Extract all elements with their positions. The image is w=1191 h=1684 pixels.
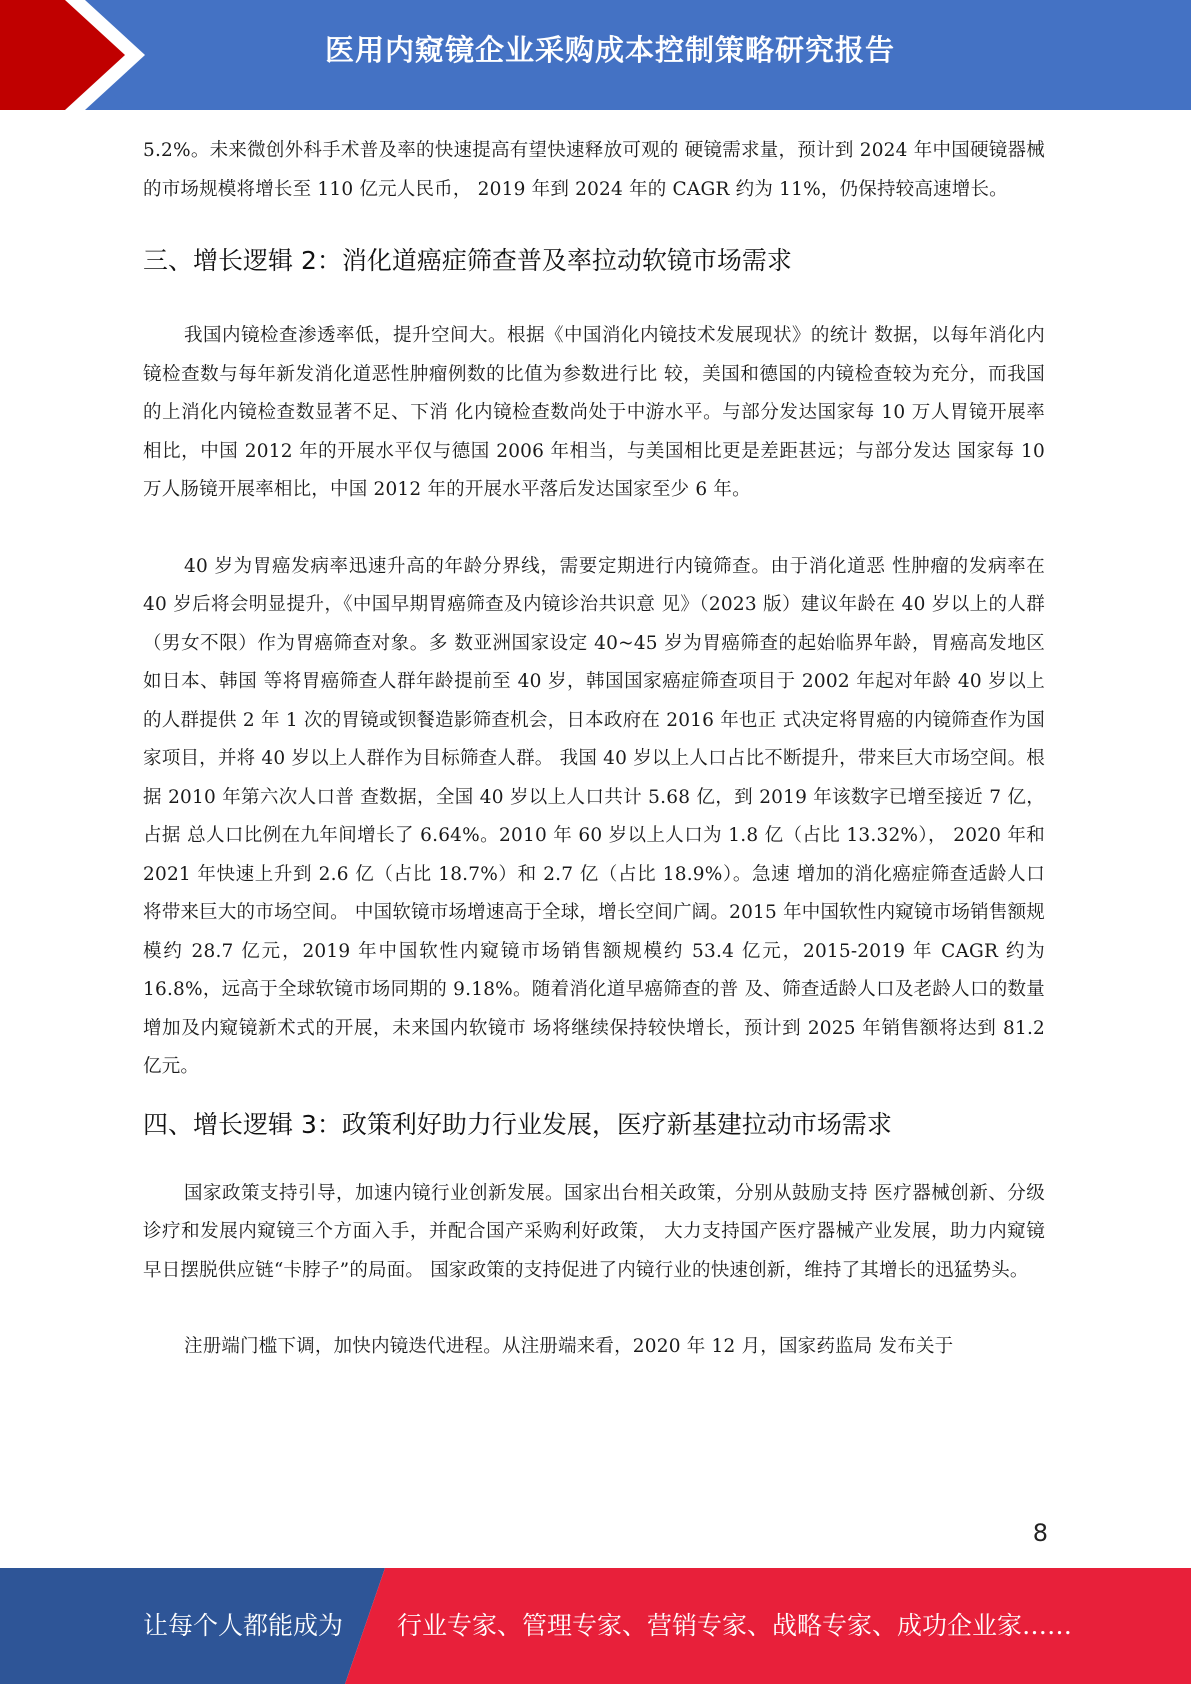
body-paragraph-continued: 5.2%。未来微创外科手术普及率的快速提高有望快速释放可观的 硬镜需求量，预计到 2024 年中国硬镜器械的市场规模将增长至 110 亿元人民币， 2019 年到 2024 年的 CAGR 约为 11%，仍保持较高速增长。	[143, 140, 1045, 200]
body-paragraph: 国家政策支持引导，加速内镜行业创新发展。国家出台相关政策，分别从鼓励支持 医疗器械创新、分级诊疗和发展内窥镜三个方面入手，并配合国产采购利好政策， 大力支持国产医疗器械产业发展，助力内窥镜早日摆脱供应链“卡脖子”的局面。 国家政策的支持促进了内镜行业的快速创新，维持了其增长的迅猛势头。	[143, 1182, 1045, 1281]
report-title: 医用内窥镜企业采购成本控制策略研究报告	[324, 33, 895, 67]
page-header	[0, 0, 1191, 110]
footer-slogan-left: 让每个人都能成为	[143, 1611, 344, 1640]
page-footer	[0, 1568, 1191, 1684]
section-heading-3: 三、增长逻辑 2：消化道癌症筛查普及率拉动软镜市场需求	[143, 246, 792, 275]
footer-slogan-right: 行业专家、管理专家、营销专家、战略专家、成功企业家……	[397, 1611, 1073, 1640]
body-paragraph: 注册端门槛下调，加快内镜迭代进程。从注册端来看，2020 年 12 月，国家药监局 发布关于	[184, 1336, 954, 1357]
document-body	[143, 132, 1045, 1367]
body-paragraph: 我国内镜检查渗透率低，提升空间大。根据《中国消化内镜技术发展现状》的统计 数据，以每年消化内镜检查数与每年新发消化道恶性肿瘤例数的比值为参数进行比 较，美国和德国的内镜检查较为充分，而我国的上消化内镜检查数显著不足、下消 化内镜检查数尚处于中游水平。与部分发达国家每 10 万人胃镜开展率相比，中国 2012 年的开展水平仅与德国 2006 年相当，与美国相比更是差距甚远；与部分发达 国家每 10 万人肠镜开展率相比，中国 2012 年的开展水平落后发达国家至少 6 年。	[143, 325, 1045, 500]
body-paragraph: 40 岁为胃癌发病率迅速升高的年龄分界线，需要定期进行内镜筛查。由于消化道恶 性肿瘤的发病率在 40 岁后将会明显提升，《中国早期胃癌筛查及内镜诊治共识意 见》（2023 版）建议年龄在 40 岁以上的人群（男女不限）作为胃癌筛查对象。多 数亚洲国家设定 40~45 岁为胃癌筛查的起始临界年龄，胃癌高发地区如日本、韩国 等将胃癌筛查人群年龄提前至 40 岁，韩国国家癌症筛查项目于 2002 年起对年龄 40 岁以上的人群提供 2 年 1 次的胃镜或钡餐造影筛查机会，日本政府在 2016 年也正 式决定将胃癌的内镜筛查作为国家项目，并将 40 岁以上人群作为目标筛查人群。 我国 40 岁以上人口占比不断提升，带来巨大市场空间。根据 2010 年第六次人口普 查数据，全国 40 岁以上人口共计 5.68 亿，到 2019 年该数字已增至接近 7 亿，占据 总人口比例在九年间增长了 6.64%。2010 年 60 岁以上人口为 1.8 亿（占比 13.32%）， 2020 年和 2021 年快速上升到 2.6 亿（占比 18.7%）和 2.7 亿（占比 18.9%）。急速 增加的消化癌症筛查适龄人口将带来巨大的市场空间。 中国软镜市场增速高于全球，增长空间广阔。2015 年中国软性内窥镜市场销售额规 模约 28.7 亿元，2019 年中国软性内窥镜市场销售额规模约 53.4 亿元，2015-2019 年 CAGR 约为 16.8%，远高于全球软镜市场同期的 9.18%。随着消化道早癌筛查的普 及、筛查适龄人口及老龄人口的数量增加及内窥镜新术式的开展，未来国内软镜市 场将继续保持较快增长，预计到 2025 年销售额将达到 81.2 亿元。	[143, 555, 1045, 1077]
section-heading-4: 四、增长逻辑 3：政策利好助力行业发展，医疗新基建拉动市场需求	[143, 1109, 892, 1139]
page-number: 8	[1032, 1519, 1048, 1547]
